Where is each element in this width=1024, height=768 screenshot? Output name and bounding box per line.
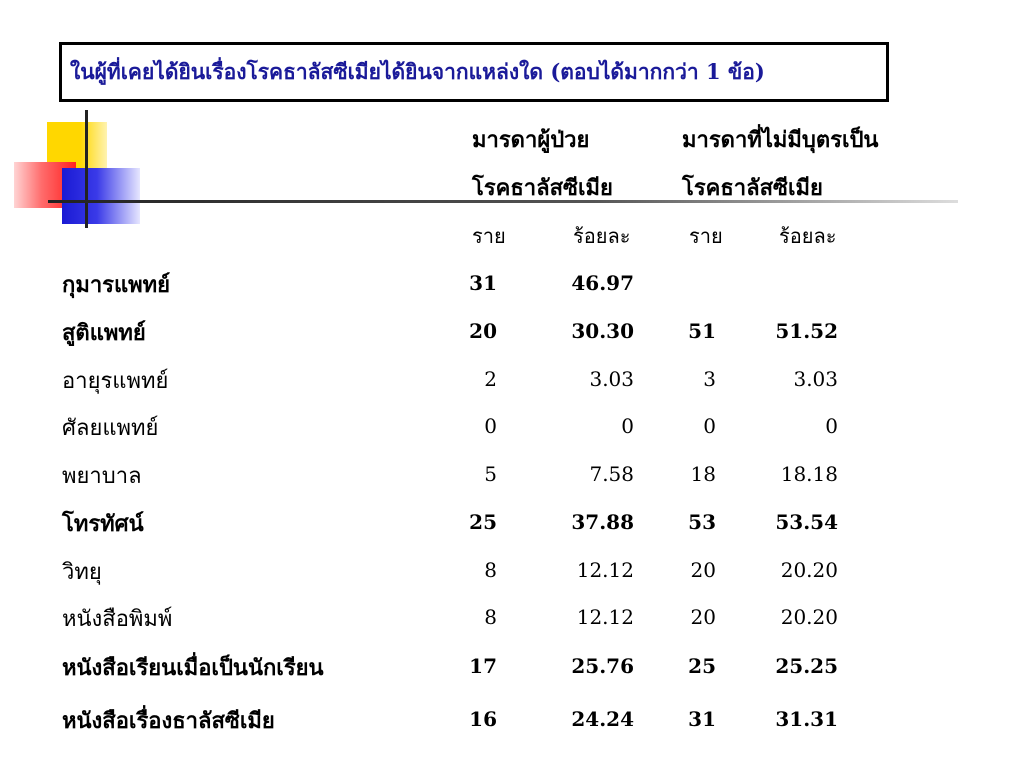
cell-percent-group2: 51.52	[775, 319, 838, 343]
cell-count-group2: 0	[703, 414, 716, 438]
decor-blue-square	[62, 168, 140, 224]
subheader-percent-group1: ร้อยละ	[573, 224, 631, 248]
cell-count-group2: 53	[688, 510, 716, 534]
group2-header-line1: มารดาที่ไม่มีบุตรเป็น	[682, 127, 879, 153]
cell-percent-group1: 12.12	[576, 605, 634, 629]
cell-count-group1: 8	[484, 558, 497, 582]
cell-count-group1: 20	[469, 319, 497, 343]
row-label: หนังสือเรื่องธาลัสซีเมีย	[62, 708, 275, 734]
cell-count-group1: 25	[469, 510, 497, 534]
cell-percent-group1: 46.97	[571, 271, 634, 295]
cell-count-group1: 8	[484, 605, 497, 629]
row-label: โทรทัศน์	[62, 511, 144, 537]
cell-count-group2: 18	[690, 462, 716, 486]
slide-title: ในผู้ที่เคยได้ยินเรื่องโรคธาลัสซีเมียได้ยินจากแหล่งใด (ตอบได้มากกว่า 1 ข้อ)	[59, 42, 889, 102]
cell-count-group1: 0	[484, 414, 497, 438]
cell-count-group2: 31	[688, 707, 716, 731]
row-label: อายุรแพทย์	[62, 369, 169, 394]
cell-count-group1: 2	[484, 367, 497, 391]
cell-percent-group1: 37.88	[571, 510, 634, 534]
cell-percent-group2: 25.25	[775, 654, 838, 678]
row-label: สูติแพทย์	[62, 320, 146, 346]
cell-percent-group1: 3.03	[589, 367, 634, 391]
row-label: ศัลยแพทย์	[62, 416, 159, 441]
cell-count-group2: 25	[688, 654, 716, 678]
row-label: กุมารแพทย์	[62, 272, 171, 298]
cell-count-group2: 20	[690, 558, 716, 582]
group1-header-line2: โรคธาลัสซีเมีย	[472, 175, 613, 201]
cell-percent-group1: 12.12	[576, 558, 634, 582]
cell-percent-group2: 20.20	[780, 558, 838, 582]
cell-percent-group2: 0	[825, 414, 838, 438]
cell-count-group2: 3	[703, 367, 716, 391]
cell-count-group2: 20	[690, 605, 716, 629]
cell-percent-group1: 24.24	[571, 707, 634, 731]
cell-count-group1: 31	[469, 271, 497, 295]
row-label: หนังสือพิมพ์	[62, 607, 173, 632]
cell-percent-group2: 3.03	[793, 367, 838, 391]
row-label: พยาบาล	[62, 464, 142, 489]
cell-percent-group1: 7.58	[589, 462, 634, 486]
group1-header-line1: มารดาผู้ป่วย	[472, 127, 590, 153]
cell-count-group1: 16	[469, 707, 497, 731]
subheader-count-group2: ราย	[689, 224, 723, 248]
cell-count-group2: 51	[688, 319, 716, 343]
group2-header-line2: โรคธาลัสซีเมีย	[682, 175, 823, 201]
cell-percent-group2: 31.31	[775, 707, 838, 731]
cell-count-group1: 5	[484, 462, 497, 486]
cell-percent-group2: 20.20	[780, 605, 838, 629]
cell-percent-group2: 53.54	[775, 510, 838, 534]
cell-percent-group1: 30.30	[571, 319, 634, 343]
cell-percent-group2: 18.18	[780, 462, 838, 486]
row-label: วิทยุ	[62, 560, 102, 585]
cell-count-group1: 17	[469, 654, 497, 678]
cell-percent-group1: 25.76	[571, 654, 634, 678]
decor-vertical-line	[85, 110, 88, 228]
subheader-percent-group2: ร้อยละ	[779, 224, 837, 248]
subheader-count-group1: ราย	[472, 224, 506, 248]
cell-percent-group1: 0	[621, 414, 634, 438]
row-label: หนังสือเรียนเมื่อเป็นนักเรียน	[62, 655, 324, 681]
